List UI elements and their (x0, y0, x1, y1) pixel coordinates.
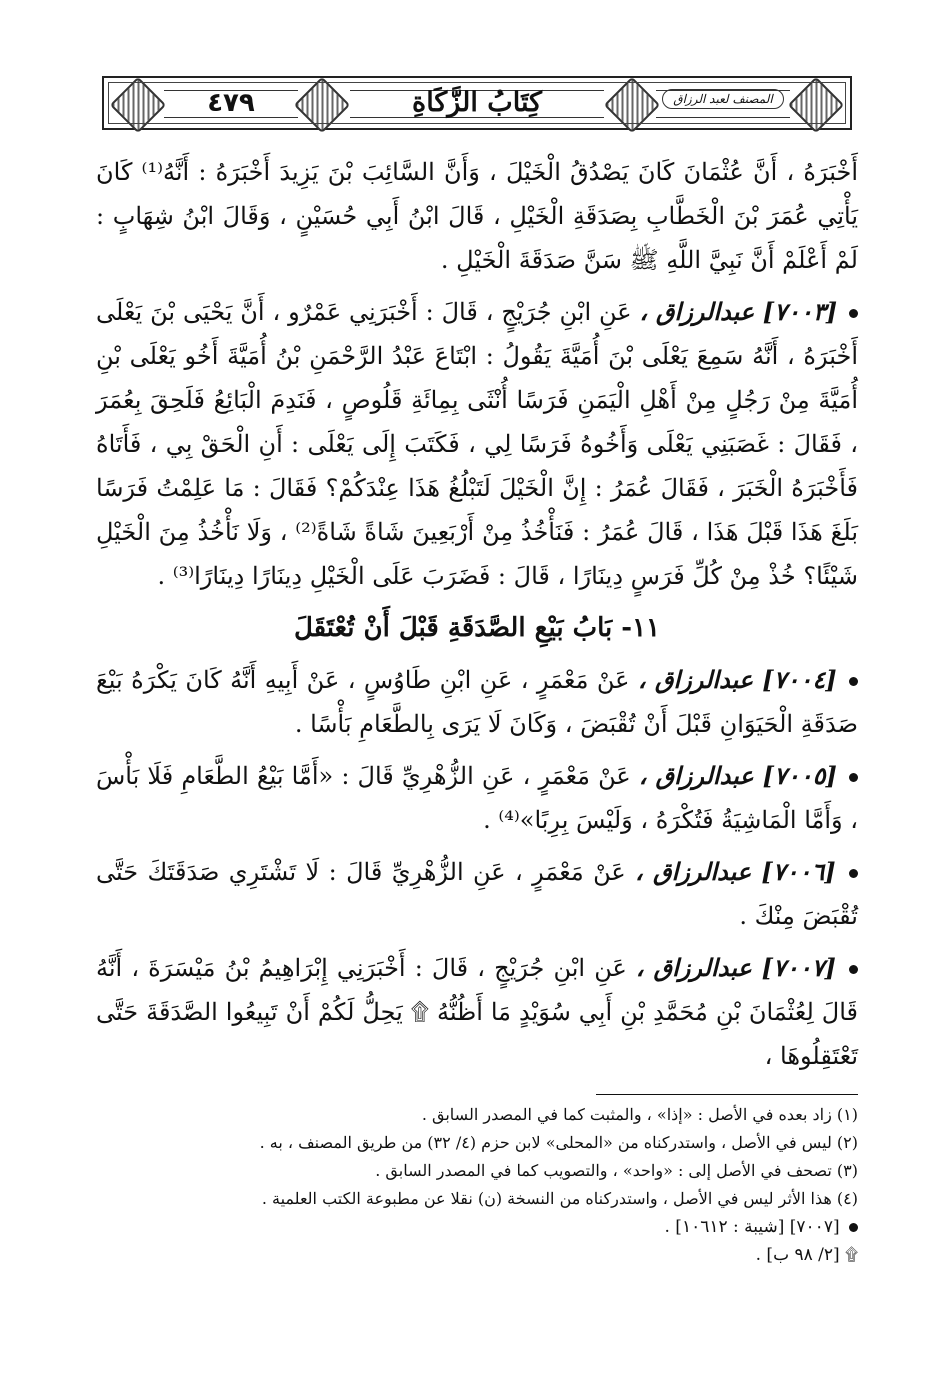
bullet-icon (849, 677, 858, 686)
ornament-icon (788, 77, 845, 134)
ornament-icon (110, 77, 167, 134)
footnote-4: (٤) هذا الأثر ليس في الأصل ، واستدركناه من النسخة (ن) نقلا عن مطبوعة الكتب العلمية . (261, 1189, 858, 1208)
footnote-2: (٢) ليس في الأصل ، واستدركناه من «المحلى» لابن حزم (٤/ ٣٢) من طريق المصنف ، به . (259, 1133, 858, 1152)
book-title: كِتَابُ الزَّكَاةِ (412, 87, 542, 118)
page-number: ٤٧٩ (207, 88, 255, 118)
footnote-divider (596, 1094, 858, 1095)
paragraph-text: عَنْ مَعْمَرٍ ، عَنِ الزُّهْرِيِّ قَالَ : «أَمَّا بَيْعُ الطَّعَامِ فَلَا بَأْسَ ، وَأَمَّا الْمَاشِيَةُ فَتُكْرَهُ ، وَلَيْسَ بِرِبًا»⁽⁴⁾ . (96, 762, 858, 834)
hadith-7005 (96, 754, 858, 842)
book-logo (656, 88, 790, 109)
hadith-7003 (96, 290, 858, 598)
hadith-number: [٧٠٠٦] عبدالرزاق ، (635, 857, 836, 886)
ornament-icon (294, 77, 351, 134)
paragraph-text: عَنِ ابْنِ جُرَيْجٍ ، قَالَ : أَخْبَرَنِي عَمْرٌو ، أَنَّ يَحْيَى بْنَ يَعْلَى أَخْبَرَهُ ، أَنَّهُ سَمِعَ يَعْلَى بْنَ أُمَيَّةَ يَقُولُ : ابْتَاعَ عَبْدُ الرَّحْمَنِ بْنُ أُمَيَّةَ أَخُو يَعْلَى بْنِ أُمَيَّةَ مِنْ رَجُلٍ مِنْ أَهْلِ الْيَمَنِ فَرَسًا أُنْثَى بِمِائَةِ قَلُوصٍ ، فَنَدِمَ الْبَائِعُ فَلَحِقَ بِعُمَرَ ، فَقَالَ : غَصَبَنِي يَعْلَى وَأَخُوهُ فَرَسًا لِي ، فَكَتَبَ إِلَى يَعْلَى : أَنِ الْحَقْ بِي ، فَأَتَاهُ فَأَخْبَرَهُ الْخَبَرَ ، فَقَالَ عُمَرُ : إِنَّ الْخَيْلَ لَتَبْلُغُ هَذَا عِنْدَكُمْ؟ فَقَالَ : مَا عَلِمْتُ فَرَسًا بَلَغَ هَذَا قَبْلَ هَذَا ، قَالَ عُمَرُ : فَنَأْخُذُ مِنْ أَرْبَعِينَ شَاةً شَاةً⁽²⁾ ، وَلَا نَأْخُذُ مِنَ الْخَيْلِ شَيْئًا؟ خُذْ مِنْ كُلِّ فَرَسٍ دِينَارًا ، قَالَ : فَضَرَبَ عَلَى الْخَيْلِ دِينَارًا دِينَارًا⁽³⁾ . (96, 298, 858, 590)
hadith-7004 (96, 658, 858, 746)
footnote-3: (٣) تصحف في الأصل إلى : «واحد» ، والتصويب كما في المصدر السابق . (375, 1161, 858, 1180)
bullet-icon (849, 1223, 858, 1232)
manuscript-reference: ۩ [٢/ ٩٨ ب] . (755, 1245, 858, 1265)
ornament-icon (604, 77, 661, 134)
main-text (96, 150, 858, 1086)
paragraph-text: أَخْبَرَهُ ، أَنَّ عُثْمَانَ كَانَ يَصْدُقُ الْخَيْلَ ، وَأَنَّ السَّائِبَ بْنَ يَزِيدَ أَخْبَرَهُ : أَنَّهُ⁽¹⁾ كَانَ يَأْتِي عُمَرَ بْنَ الْخَطَّابِ بِصَدَقَةِ الْخَيْلِ ، قَالَ ابْنُ أَبِي حُسَيْنٍ ، وَقَالَ ابْنُ شِهَابٍ : لَمْ أَعْلَمْ أَنَّ نَبِيَّ اللَّهِ ﷺ سَنَّ صَدَقَةَ الْخَيْلِ . (96, 158, 858, 274)
paragraph-text: عَنْ مَعْمَرٍ ، عَنِ ابْنِ طَاوُسٍ ، عَنْ أَبِيهِ أَنَّهُ كَانَ يَكْرَهُ بَيْعَ صَدَقَةِ الْحَيَوَانِ قَبْلَ أَنْ تُقْبَضَ ، وَكَانَ لَا يَرَى بِالطَّعَامِ بَأْسًا . (96, 666, 858, 738)
hadith-number: [٧٠٠٤] عبدالرزاق ، (637, 665, 837, 694)
chapter-heading: ١١- بَابُ بَيْعِ الصَّدَقَةِ قَبْلَ أَنْ تُعْتَقَلَ (293, 613, 661, 643)
bullet-icon (849, 965, 858, 974)
footnotes (96, 1094, 858, 1269)
hadith-7006 (96, 850, 858, 938)
footnote-1: (١) زاد بعده في الأصل : «إذا» ، والمثبت كما في المصدر السابق . (421, 1105, 858, 1124)
paragraph-text: عَنْ مَعْمَرٍ ، عَنِ الزُّهْرِيِّ قَالَ : لَا تَشْتَرِي صَدَقَتَكَ حَتَّى تُقْبَضَ مِنْكَ . (96, 858, 858, 930)
hadith-number: [٧٠٠٣] عبدالرزاق ، (639, 297, 838, 326)
bullet-icon (849, 869, 858, 878)
paragraph-text: عَنِ ابْنِ جُرَيْجٍ ، قَالَ : أَخْبَرَنِي إِبْرَاهِيمُ بْنُ مَيْسَرَةَ ، أَنَّهُ قَالَ لِعُثْمَانَ بْنِ مُحَمَّدِ بْنِ أَبِي سُوَيْدٍ مَا أَظُنُّهُ ۩ يَحِلُّ لَكُمْ أَنْ تَبِيعُوا الصَّدَقَةَ حَتَّى تَعْتَقِلُوهَا ، (96, 954, 858, 1070)
bullet-icon (849, 309, 858, 318)
hadith-7007 (96, 946, 858, 1078)
source-reference-text: [٧٠٠٧] [شيبة : ١٠٦١٢] . (664, 1217, 840, 1237)
source-reference (96, 1213, 858, 1241)
paragraph-continuation (96, 150, 858, 282)
book-logo-text: المصنف لعبد الرزاق (662, 89, 783, 109)
bullet-icon (849, 773, 858, 782)
hadith-number: [٧٠٠٥] عبدالرزاق ، (638, 761, 837, 790)
hadith-number: [٧٠٠٧] عبدالرزاق ، (635, 953, 836, 982)
running-header (102, 76, 852, 130)
